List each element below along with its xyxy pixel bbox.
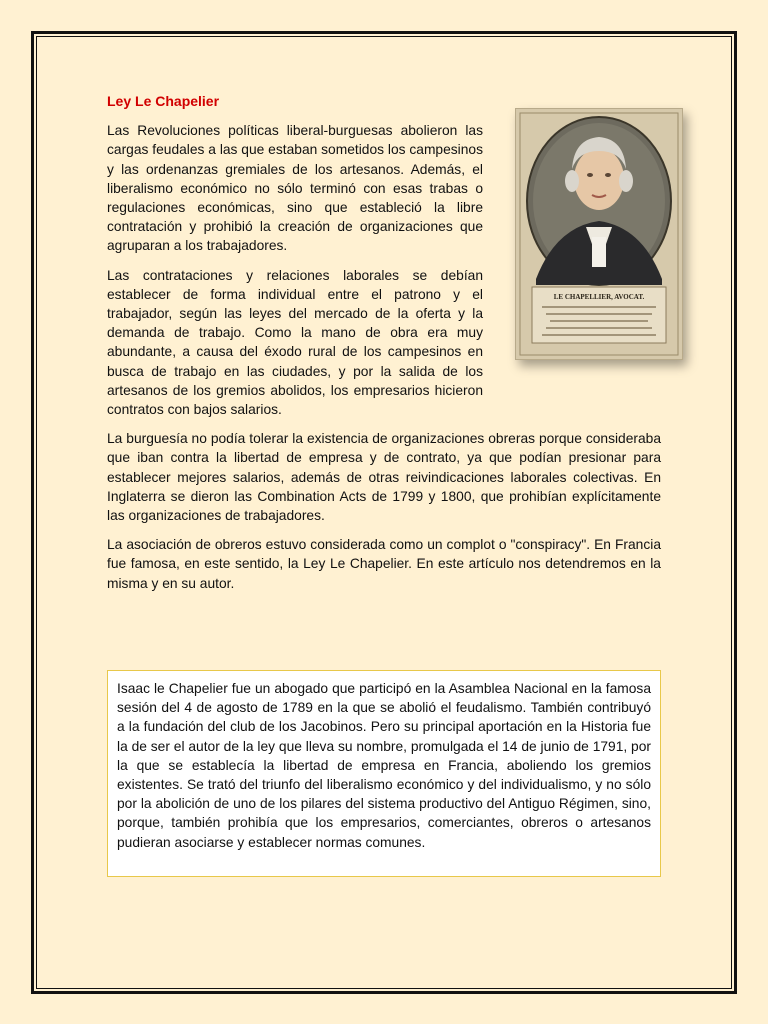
author-info-box (107, 670, 661, 877)
article (107, 88, 661, 603)
portrait-engraving-icon (516, 109, 682, 359)
paragraph-2: Las contrataciones y relaciones laborales se debían establecer de forma individual entre el patrono y el trabajador, según las leyes del mercado de la oferta y la demanda de trabajo. Como la mano de obra era muy abundante, a causa del éxodo rural de los campesinos en busca de trabajo en las ciudades, y por la salida de los artesanos de los gremios abolidos, los empresarios hicieron contratos con bajos salarios. (107, 267, 483, 418)
article-title: Ley Le Chapelier (107, 93, 220, 109)
portrait-image (515, 108, 683, 360)
paragraph-1: Las Revoluciones políticas liberal-burguesas abolieron las cargas feudales a las que estaban sometidos los campesinos y las ordenanzas gremiales de los artesanos. Además, el liberalismo económico no sólo terminó con esas trabas o regulaciones económicas, sino que estableció la libre contratación y prohibió la creación de organizaciones que agruparan a los trabajadores. (107, 123, 483, 254)
paragraph-4: La asociación de obreros estuvo considerada como un complot o "conspiracy". En Francia fue famosa, en este sentido, la Ley Le Chapelier. En este artículo nos detendremos en la misma y en su autor. (107, 537, 661, 591)
author-info-text: Isaac le Chapelier fue un abogado que participó en la Asamblea Nacional en la famosa sesión del 4 de agosto de 1789 en la que se abolió el feudalismo. También contribuyó a la fundación del club de los Jacobinos. Pero su principal aportación en la Historia fue la de ser el autor de la ley que lleva su nombre, promulgada el 14 de junio de 1791, por la que se establecía la libertad de empresa en Francia, aboliendo los gremios existentes. Se trató del triunfo del liberalismo económico y del individualismo, y no sólo por la abolición de uno de los pilares del sistema productivo del Antiguo Régimen, sino, porque, también prohibía que los empresarios, comerciantes, obreros o artesanos pudieran asociarse y establecer normas comunes. (117, 681, 651, 850)
portrait-figure (497, 108, 693, 398)
svg-text:LE CHAPELLIER, AVOCAT.: LE CHAPELLIER, AVOCAT. (553, 293, 645, 302)
paragraph-3: La burguesía no podía tolerar la existencia de organizaciones obreras porque consideraba que iban contra la libertad de empresa y de contrato, ya que podían presionar para establecer mejores salarios, además de otras reivindicaciones laborales colectivas. En Inglaterra se dieron las Combination Acts de 1799 y 1800, que prohibían explícitamente las organizaciones de trabajadores. (107, 431, 661, 524)
